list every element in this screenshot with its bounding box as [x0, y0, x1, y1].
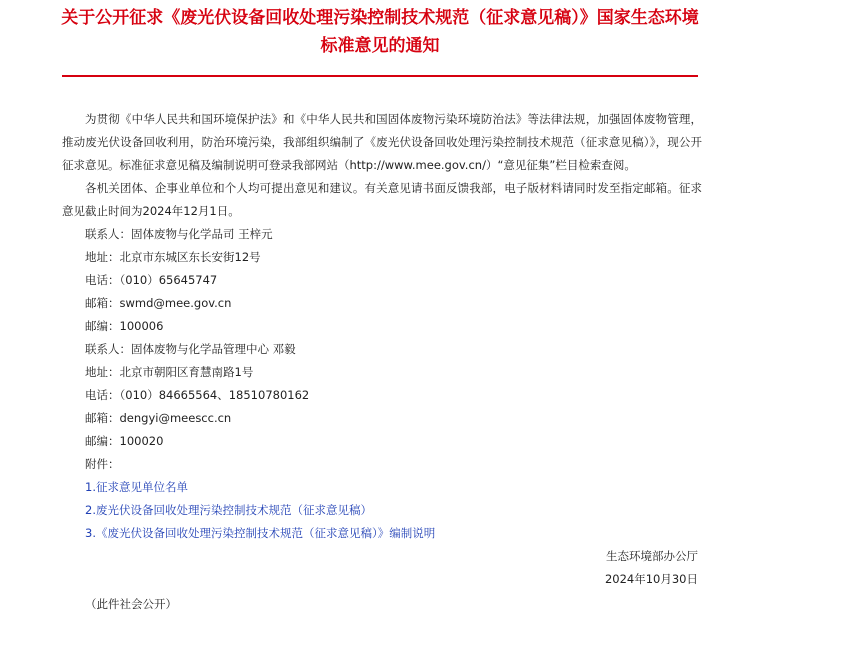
attachment-link-3[interactable]: 3.《废光伏设备回收处理污染控制技术规范（征求意见稿）》编制说明	[85, 526, 436, 540]
feedback-paragraph: 各机关团体、企事业单位和个人均可提出意见和建议。有关意见请书面反馈我部，电子版材料请同时发至指定邮箱。征求意见截止时间为2024年12月1日。	[62, 181, 702, 218]
contact-address: 地址：北京市东城区东长安街12号	[85, 250, 261, 264]
contact-block-2	[62, 338, 702, 453]
attachment-link-1[interactable]: 1.征求意见单位名单	[85, 480, 188, 494]
notice-body	[62, 108, 702, 616]
contact-address: 地址：北京市朝阳区育慧南路1号	[85, 365, 254, 379]
attachment-link-2[interactable]: 2.废光伏设备回收处理污染控制技术规范（征求意见稿）	[85, 503, 372, 517]
contact-postcode: 邮编：100020	[85, 434, 164, 448]
issuing-office: 生态环境部办公厅	[606, 549, 698, 563]
contact-postcode: 邮编：100006	[85, 319, 164, 333]
issue-date: 2024年10月30日	[604, 572, 698, 586]
notice-title: 关于公开征求《废光伏设备回收处理污染控制技术规范（征求意见稿）》国家生态环境标准意见的通知	[61, 8, 699, 56]
contact-email: 邮箱：dengyi@meescc.cn	[85, 411, 232, 425]
contact-person: 联系人：固体废物与化学品管理中心 邓毅	[85, 342, 296, 356]
contact-phone: 电话：（010）65645747	[85, 273, 218, 287]
contact-block-1	[62, 223, 702, 338]
disclosure-note: （此件社会公开）	[85, 597, 177, 611]
contact-email: 邮箱：swmd@mee.gov.cn	[85, 296, 232, 310]
contact-phone: 电话：（010）84665564、18510780162	[85, 388, 310, 402]
title-divider	[62, 75, 698, 77]
contact-person: 联系人：固体废物与化学品司 王梓元	[85, 227, 273, 241]
intro-paragraph: 为贯彻《中华人民共和国环境保护法》和《中华人民共和国固体废物污染环境防治法》等法律法规，加强固体废物管理，推动废光伏设备回收利用，防治环境污染，我部组织编制了《废光伏设备回收处理污染控制技术规范（征求意见稿）》，现公开征求意见。标准征求意见稿及编制说明可登录我部网站（http://www.mee.gov.cn/）“意见征集”栏目检索查阅。	[62, 112, 702, 172]
attachments-label: 附件：	[85, 457, 120, 471]
